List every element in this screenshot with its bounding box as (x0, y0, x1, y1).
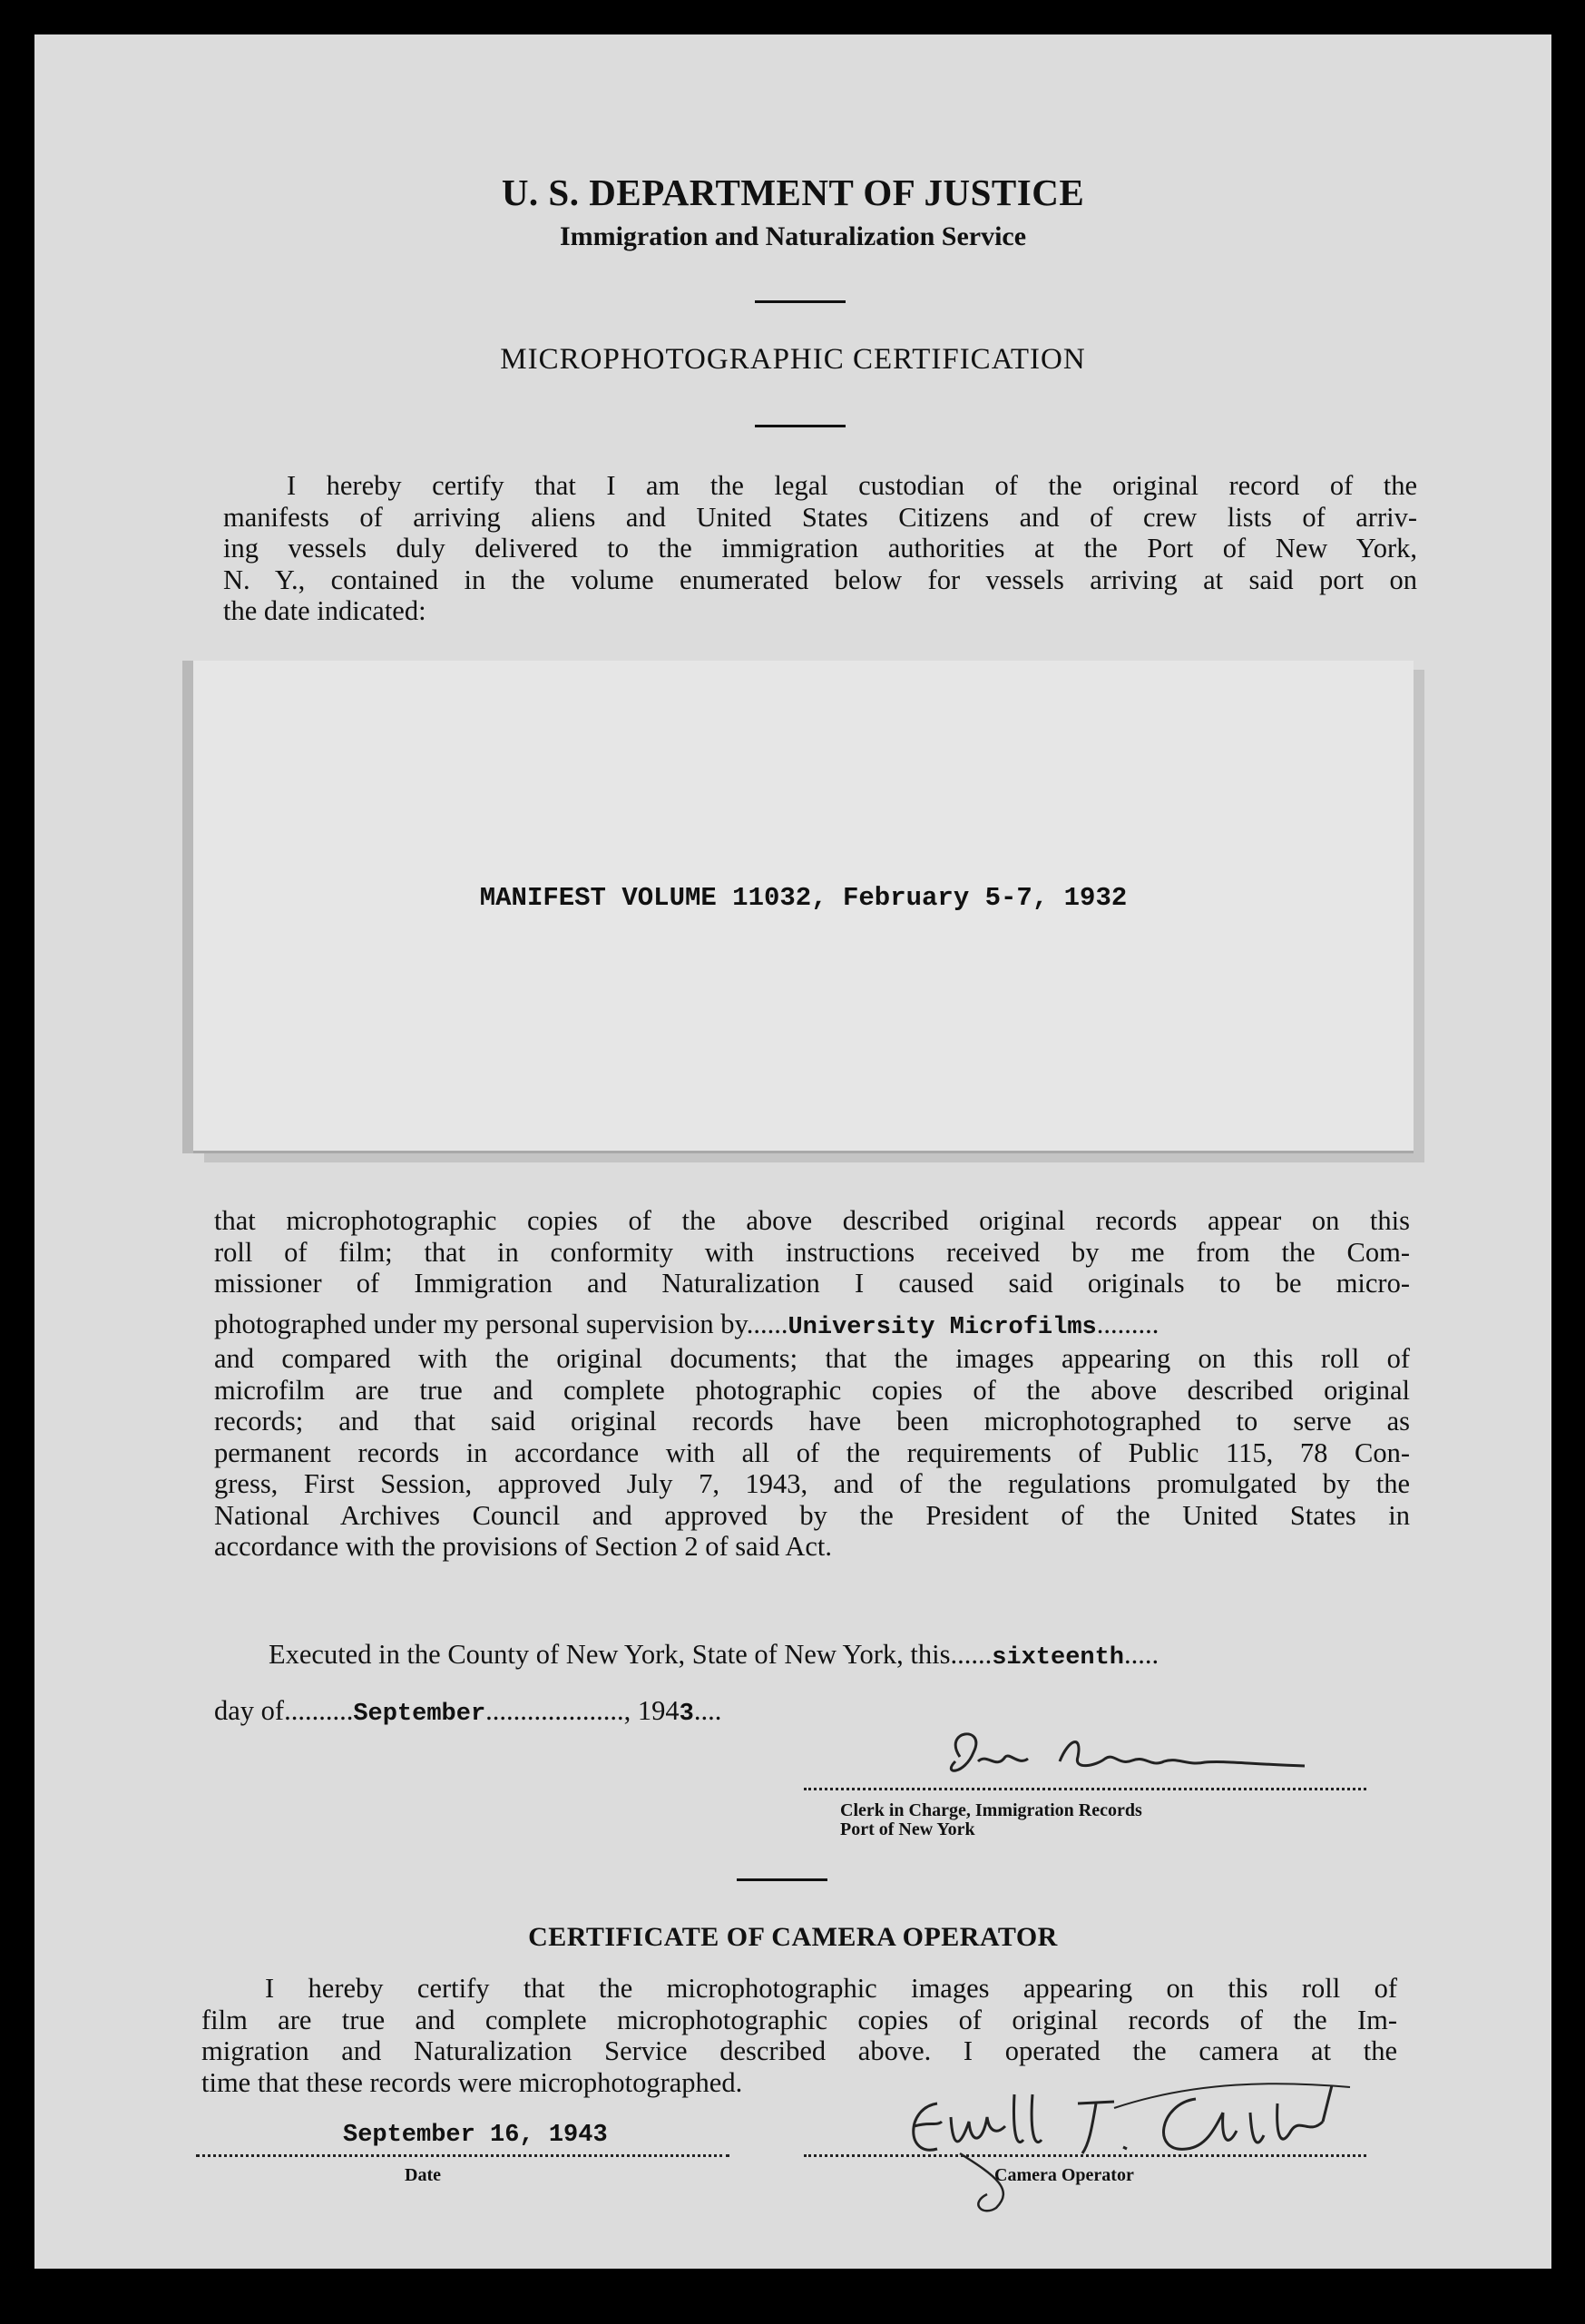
body-line: that microphotographic copies of the above described original records appear on this (214, 1205, 1410, 1236)
clerk-title: Clerk in Charge, Immigration Records (840, 1800, 1142, 1820)
body-line: roll of film; that in conformity with instructions received by me from the Com- (214, 1236, 1410, 1268)
divider (737, 1878, 827, 1881)
year-digit: 3 (679, 1701, 694, 1728)
intro-paragraph (223, 470, 1417, 627)
camera-line: migration and Naturalization Service described above. I operated the camera at the (201, 2035, 1397, 2066)
date-line (196, 2154, 729, 2157)
divider (755, 425, 846, 427)
intro-line: manifests of arriving aliens and United States Citizens and of crew lists of arriv- (223, 501, 1417, 533)
certificate-page (34, 34, 1551, 2269)
operator-label: Camera Operator (994, 2165, 1134, 2185)
divider (755, 300, 846, 303)
supervision-line: photographed under my personal supervision by......University Microfilms......... (214, 1308, 1159, 1341)
clerk-port: Port of New York (840, 1819, 975, 1839)
date-label: Date (405, 2165, 441, 2185)
body-line: permanent records in accordance with all of the requirements of Public 115, 78 Con- (214, 1437, 1410, 1468)
intro-line: the date indicated: (223, 595, 426, 626)
body-line: National Archives Council and approved by the President of the United States in (214, 1499, 1410, 1531)
service-subtitle: Immigration and Naturalization Service (559, 221, 1027, 251)
camera-title: CERTIFICATE OF CAMERA OPERATOR (528, 1922, 1058, 1952)
certification-title: MICROPHOTOGRAPHIC CERTIFICATION (500, 343, 1086, 376)
executed-day: sixteenth (992, 1644, 1125, 1672)
day-of-prefix: day of (214, 1695, 285, 1726)
manifest-volume: MANIFEST VOLUME 11032, February 5-7, 1932 (479, 883, 1128, 913)
supervision-prefix: photographed under my personal supervision by (214, 1308, 747, 1339)
operator-line (804, 2154, 1366, 2157)
executed-prefix: Executed in the County of New York, State of New York, this (269, 1639, 951, 1670)
clerk-signature-line (804, 1788, 1366, 1790)
body-line: gress, First Session, approved July 7, 1943, and of the regulations promulgated by the (214, 1468, 1410, 1499)
camera-line: film are true and complete microphotographic copies of original records of the Im- (201, 2004, 1397, 2035)
intro-line: N. Y., contained in the volume enumerated below for vessels arriving at said port on (223, 564, 1417, 595)
day-of-line: day of..........September...................., 1943.... (214, 1695, 722, 1728)
camera-line: I hereby certify that the microphotographic images appearing on this roll of (265, 1973, 1397, 2004)
executed-line: Executed in the County of New York, State of New York, this......sixteenth..... (269, 1639, 1159, 1672)
agency-title: U. S. DEPARTMENT OF JUSTICE (501, 172, 1085, 213)
body-paragraph (214, 1205, 1410, 1563)
month-value: September (353, 1701, 486, 1728)
body-line: microfilm are true and complete photographic copies of the above described original (214, 1374, 1410, 1406)
camera-line: time that these records were microphotographed. (201, 2066, 743, 2098)
manifest-strip (193, 661, 1414, 1153)
body-line: and compared with the original documents; that the images appearing on this roll of (214, 1343, 1410, 1374)
camera-date: September 16, 1943 (343, 2122, 608, 2149)
body-line: records; and that said original records have been microphotographed to serve as (214, 1406, 1410, 1437)
supervision-by: University Microfilms (788, 1313, 1097, 1341)
operator-signature (851, 2031, 1359, 2212)
body-line: accordance with the provisions of Section 2 of said Act. (214, 1531, 832, 1562)
clerk-signature (924, 1721, 1314, 1793)
body-line: missioner of Immigration and Naturalization I caused said originals to be micro- (214, 1268, 1410, 1299)
intro-line: ing vessels duly delivered to the immigration authorities at the Port of New York, (223, 533, 1417, 564)
intro-line: I hereby certify that I am the legal custodian of the original record of the (287, 470, 1417, 501)
year-prefix: , 194 (623, 1695, 680, 1726)
